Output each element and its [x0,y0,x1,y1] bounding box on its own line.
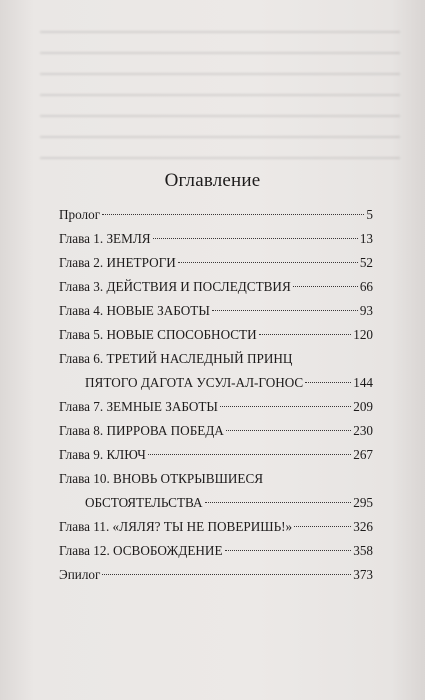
toc-entry-title-line1: Глава 10. ВНОВЬ ОТКРЫВШИЕСЯ [59,471,264,486]
toc-entry-page: 267 [353,447,373,462]
toc-entry-title: Глава 9. КЛЮЧ [59,447,146,462]
toc-entry-page: 295 [353,495,373,510]
toc-entry-chapter-10 [59,467,373,515]
toc-entry-title: Глава 5. НОВЫЕ СПОСОБНОСТИ [59,327,257,342]
toc-entry-title: Эпилог [59,567,101,582]
toc-entry-chapter-11 [59,515,373,539]
toc-entry-page: 13 [359,231,373,246]
toc-entry-chapter-4 [59,299,373,323]
toc-entry-title: Глава 2. ИНЕТРОГИ [59,255,176,270]
toc-entry-title: Глава 8. ПИРРОВА ПОБЕДА [59,423,224,438]
leader-dots [205,502,352,503]
leader-dots [102,214,364,215]
toc-entry-title: Глава 3. ДЕЙСТВИЯ И ПОСЛЕДСТВИЯ [59,279,291,294]
toc-entry-title: Глава 7. ЗЕМНЫЕ ЗАБОТЫ [59,399,218,414]
toc-entry-title: Пролог [59,207,101,222]
toc-entry-page: 209 [353,399,373,414]
toc-entry-chapter-7 [59,395,373,419]
toc-entry-chapter-3 [59,275,373,299]
leader-dots [212,310,358,311]
leader-dots [259,334,352,335]
leader-dots [178,262,358,263]
leader-dots [153,238,358,239]
toc-entry-chapter-12 [59,539,373,563]
toc-entry-chapter-1 [59,227,373,251]
toc-entry-page: 144 [353,375,373,390]
toc-entry-title: Глава 1. ЗЕМЛЯ [59,231,151,246]
toc-entry-chapter-2 [59,251,373,275]
toc-entry-page: 358 [353,543,373,558]
toc-entry-prologue [59,203,373,227]
toc-entry-chapter-6 [59,347,373,395]
leader-dots [220,406,351,407]
toc-entry-epilogue [59,563,373,587]
toc-entry-page: 52 [359,255,373,270]
toc-entry-page: 5 [366,207,373,222]
toc-entry-chapter-8 [59,419,373,443]
table-of-contents [59,203,373,587]
leader-dots [225,550,352,551]
leader-dots [148,454,351,455]
toc-entry-title: Глава 11. «ЛЯЛЯ? ТЫ НЕ ПОВЕРИШЬ!» [59,519,293,534]
toc-entry-page: 326 [353,519,373,534]
leader-dots [102,574,351,575]
leader-dots [294,526,351,527]
toc-entry-chapter-9 [59,443,373,467]
toc-entry-page: 66 [359,279,373,294]
toc-entry-title: Глава 4. НОВЫЕ ЗАБОТЫ [59,303,210,318]
leader-dots [293,286,358,287]
toc-entry-title: ОБСТОЯТЕЛЬСТВА [85,495,203,510]
leader-dots [305,382,351,383]
toc-entry-title-line1: Глава 6. ТРЕТИЙ НАСЛЕДНЫЙ ПРИНЦ [59,351,293,366]
show-through-text [40,18,400,168]
toc-entry-page: 93 [359,303,373,318]
leader-dots [226,430,351,431]
toc-entry-page: 230 [353,423,373,438]
toc-entry-title: Глава 12. ОСВОБОЖДЕНИЕ [59,543,223,558]
toc-entry-title: ПЯТОГО ДАГОТА УСУЛ-АЛ-ГОНОС [85,375,304,390]
toc-entry-page: 373 [353,567,373,582]
toc-entry-chapter-5 [59,323,373,347]
toc-heading: Оглавление [164,170,261,191]
toc-entry-page: 120 [353,327,373,342]
